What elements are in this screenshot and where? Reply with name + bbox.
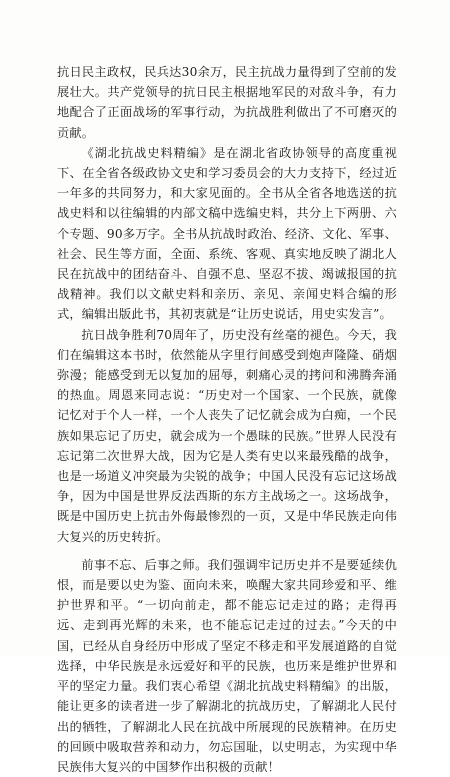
paragraph-2: 《湖北抗战史料精编》是在湖北省政协领导的高度重视下、在全省各级政协文史和学习委员会的大力支持下，经过近一年多的共同努力，和大家见面的。全书从全省各地选送的抗战史料和以往编辑的内部文稿中选编史料，共分上下两册、六个专题、90多万字。全书从抗战时政治、经济、文化、军事、社会、民生等方面，全面、系统、客观、真实地反映了湖北人民在抗战中的团结奋斗、自强不息、坚忍不拔、竭诚报国的抗战精神。我们以文献史料和亲历、亲见、亲闻史料合编的形式，编辑出版此书，其初衷就是“让历史说话，用史实发言”。 — [57, 145, 397, 322]
document-body — [57, 62, 397, 777]
paragraph-gap — [57, 547, 397, 555]
paragraph-1: 抗日民主政权，民兵达30余万，民主抗战力量得到了空前的发展壮大。共产党领导的抗日民主根据地军民的对敌斗争，有力地配合了正面战场的军事行动，为抗战胜利做出了不可磨灭的贡献。 — [57, 65, 397, 140]
paragraph-3: 抗日战争胜利70周年了，历史没有丝毫的褪色。今天，我们在编辑这本书时，依然能从字里行间感受到炮声隆隆、硝烟弥漫；能感受到无以复加的屈辱，刺痛心灵的拷问和沸腾奔涌的热血。周恩来同志说：“历史对一个国家、一个民族，就像记忆对于个人一样，一个人丧失了记忆就会成为白痴，一个民族如果忘记了历史，就会成为一个愚昧的民族。”世界人民没有忘记第二次世界大战，因为它是人类有史以来最残酷的战争，也是一场道义冲突最为尖锐的战争；中国人民没有忘记这场战争，因为中国是世界反法西斯的东方主战场之一。这场战争，既是中国历史上抗击外侮最惨烈的一页，又是中华民族走向伟大复兴的历史转折。 — [57, 327, 397, 544]
paragraph-4: 前事不忘、后事之师。我们强调牢记历史并不是要延续仇恨，而是要以史为鉴、面向未来，唤醒大家共同珍爱和平、维护世界和平。“一切向前走，都不能忘记走过的路；走得再远、走到再光辉的未来，也不能忘记走过的过去。”今天的中国，已经从自身经历中形成了坚定不移走和平发展道路的自觉选择，中华民族是永远爱好和平的民族，也历来是维护世界和平的坚定力量。我们衷心希望《湖北抗战史料精编》的出版，能让更多的读者进一步了解湖北的抗战历史，了解湖北人民付出的牺牲，了解湖北人民在抗战中所展现的民族精神。在历史的回顾中吸取营养和动力，勿忘国耻，以史明志，为实现中华民族伟大复兴的中国梦作出积极的贡献！ — [57, 557, 397, 774]
